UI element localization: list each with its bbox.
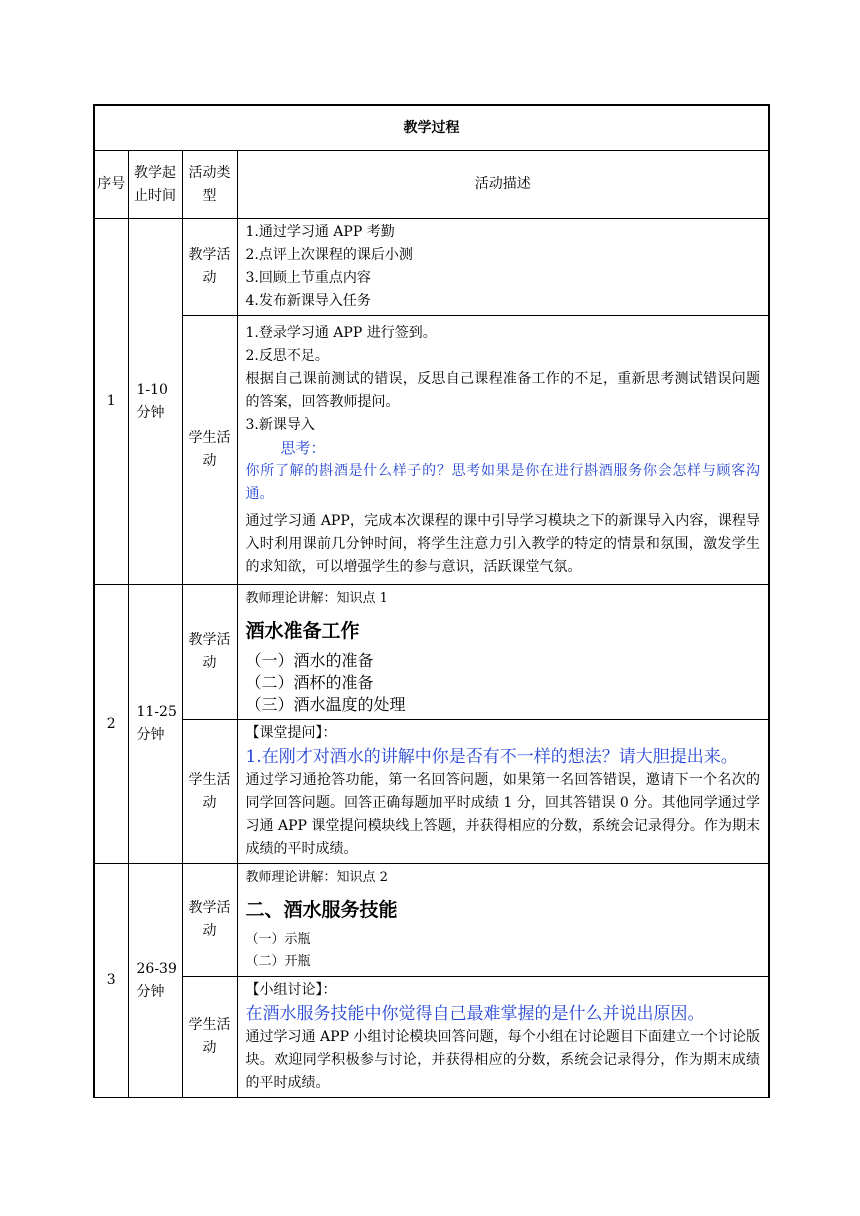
header-desc: 活动描述 [237,151,769,219]
header-num: 序号 [94,151,128,219]
question-text: 1.在刚才对酒水的讲解中你是否有不一样的想法？请大胆提出来。 [245,747,738,767]
header-type: 活动类型 [182,151,237,219]
list-item: （二）开瓶 [245,954,311,969]
list-item: （二）酒杯的准备 [245,673,374,692]
row-2-teacher-desc [237,585,769,720]
row-1-student-type: 学生活动 [182,316,237,585]
list-item: 3.回顾上节重点内容 [245,270,371,286]
list-item: （三）酒水温度的处理 [245,695,406,714]
row-1-teacher-type: 教学活动 [182,219,237,316]
row-3-time [128,864,182,1098]
row-3-teacher-desc [237,864,769,977]
row-1-time [128,219,182,585]
list-item: 4.发布新课导入任务 [245,293,371,309]
header-time: 教学起止时间 [128,151,182,219]
row-1-time-range: 1-10 [136,381,168,398]
row-2-time-unit: 分钟 [136,727,165,743]
row-3-time-range: 26-39 [136,960,177,977]
row-2-time-range: 11-25 [136,704,177,720]
row-3-student-desc [237,977,769,1098]
row-2-student-type: 学生活动 [182,720,237,864]
list-item: 3.新课导入 [245,416,315,433]
discussion-label: 【小组讨论】： [245,982,337,998]
think-label: 思考： [280,438,326,457]
think-text: 你所了解的斟酒是什么样子的？思考如果是你在进行斟酒服务你会怎样与顾客沟通。 [245,462,760,502]
row-3-time-unit: 分钟 [136,983,165,1000]
list-item: 1.通过学习通 APP 考勤 [245,224,395,240]
row-2-num: 2 [94,585,128,864]
table-title: 教学过程 [94,105,769,151]
row-1-teacher-desc [237,219,769,316]
row-1-num: 1 [94,219,128,585]
row-2-teacher-type: 教学活动 [182,585,237,720]
answer-rules: 通过学习通抢答功能，第一名回答问题，如果第一名回答错误，邀请下一个名次的同学回答问题。回答正确每题加平时成绩 1 分，回其答错误 0 分。其他同学通过学习通 APP 课堂提问模块线上答题，并获得相应的分数，系统会记录得分。作为期末成绩的平时成绩。 [245,772,760,857]
knowledge-intro: 教师理论讲解：知识点 2 [245,870,388,885]
list-item: （一）酒水的准备 [245,651,374,670]
question-label: 【课堂提问】： [245,725,337,741]
row-3-teacher-type: 教学活动 [182,864,237,977]
list-item: 2.反思不足。 [245,347,329,364]
list-item: （一）示瓶 [245,932,311,947]
row-1-time-unit: 分钟 [136,404,165,421]
discussion-question: 在酒水服务技能中你觉得自己最难掌握的是什么并说出原因。 [245,1004,705,1024]
row-2-time [128,585,182,864]
row-1-student-desc [237,316,769,585]
knowledge-intro: 教师理论讲解：知识点 1 [245,591,388,606]
row-2-student-desc [237,720,769,864]
section-heading: 二、酒水服务技能 [245,899,398,921]
closing-text: 通过学习通 APP，完成本次课程的课中引导学习模块之下的新课导入内容，课程导入时利用课前几分钟时间，将学生注意力引入教学的特定的情景和氛围，激发学生的求知欲，可以增强学生的参与意识，活跃课堂气氛。 [245,512,760,575]
discussion-text: 通过学习通 APP 小组讨论模块回答问题，每个小组在讨论题目下面建立一个讨论版块。欢迎同学积极参与讨论，并获得相应的分数，系统会记录得分，作为期末成绩的平时成绩。 [245,1029,760,1091]
teaching-process-table [93,104,770,1098]
list-item: 1.登录学习通 APP 进行签到。 [245,324,437,341]
row-3-student-type: 学生活动 [182,977,237,1098]
row-3-num: 3 [94,864,128,1098]
list-item: 根据自己课前测试的错误，反思自己课程准备工作的不足，重新思考测试错误问题的答案，回答教师提问。 [245,370,760,410]
section-heading: 酒水准备工作 [245,620,360,642]
list-item: 2.点评上次课程的课后小测 [245,247,413,263]
